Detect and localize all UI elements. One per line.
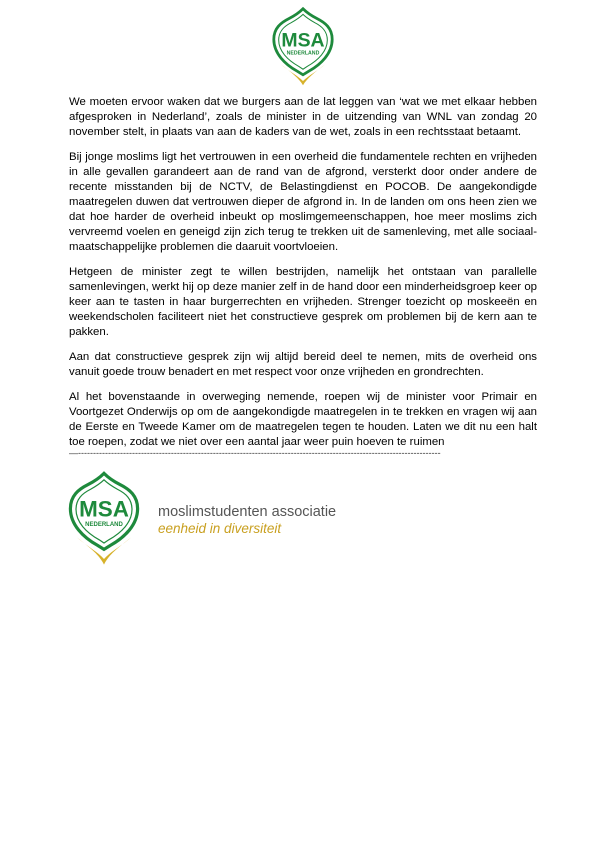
footer-logo-subtext: NEDERLAND — [85, 522, 123, 529]
msa-footer-logo — [64, 470, 144, 568]
footer-logo-text: MSA — [79, 496, 129, 522]
logo-subtext: NEDERLAND — [286, 50, 320, 57]
paragraph-5: Al het bovenstaande in overweging nemende, roepen wij de minister voor Primair en Voortgezet Onderwijs op om de aangekondigde maatregelen in te trekken en vragen wij aan de Eerste en Tweede Kamer om de maatregelen tegen te houden. Laten we dit nu een halt toe roepen, zodat we niet over een aantal jaar weer puin hoeven te ruimen — [69, 391, 537, 448]
paragraph-4: Aan dat constructieve gesprek zijn wij altijd bereid deel te nemen, mits de overheid ons vanuit goede trouw benadert en met respect voor onze vrijheden en grondrechten. — [69, 351, 537, 378]
paragraph-3: Hetgeen de minister zegt te willen bestrijden, namelijk het ontstaan van parallelle samenlevingen, werkt hij op deze manier zelf in de hand door een minderheidsgroep keer op keer aan te tasten in haar burgerrechten en vrijheden. Strenger toezicht op moskeeën en weekendscholen faciliteert niet het constructieve gesprek om problemen bij de kern aan te pakken. — [69, 266, 537, 338]
logo-text: MSA — [281, 29, 325, 52]
dashed-separator: —------------------------------------------------------------------------------------------------------------------------- — [69, 448, 441, 458]
paragraph-1: We moeten ervoor waken dat we burgers aan de lat leggen van ‘wat we met elkaar hebben afgesproken in Nederland’, zoals de minister in de uitzending van WNL van zondag 20 november stelt, in plaats van aan de kaders van de wet, zoals in een rechtsstaat betaamt. — [69, 96, 537, 138]
msa-header-logo — [268, 6, 338, 88]
paragraph-2: Bij jonge moslims ligt het vertrouwen in een overheid die fundamentele rechten en vrijheden in alle gevallen garandeert aan de rand van de afgrond, versterkt door onder andere de recente misstanden bij de NCTV, de Belastingdienst en POCOB. De aangekondigde maatregelen duwen dat vertrouwen dieper de afgrond in. In de landen om ons heen zien we dat hoe harder de overheid inbeukt op moslimgemeenschappen, hoe meer moslims zich vervreemd voelen en geneigd zijn zich terug te trekken uit de samenleving, met alle sociaal-maatschappelijke problemen die daaruit voortvloeien. — [69, 151, 537, 253]
org-name: moslimstudenten associatie — [158, 504, 337, 520]
org-tagline: eenheid in diversiteit — [158, 521, 282, 536]
letter-body — [69, 95, 537, 460]
